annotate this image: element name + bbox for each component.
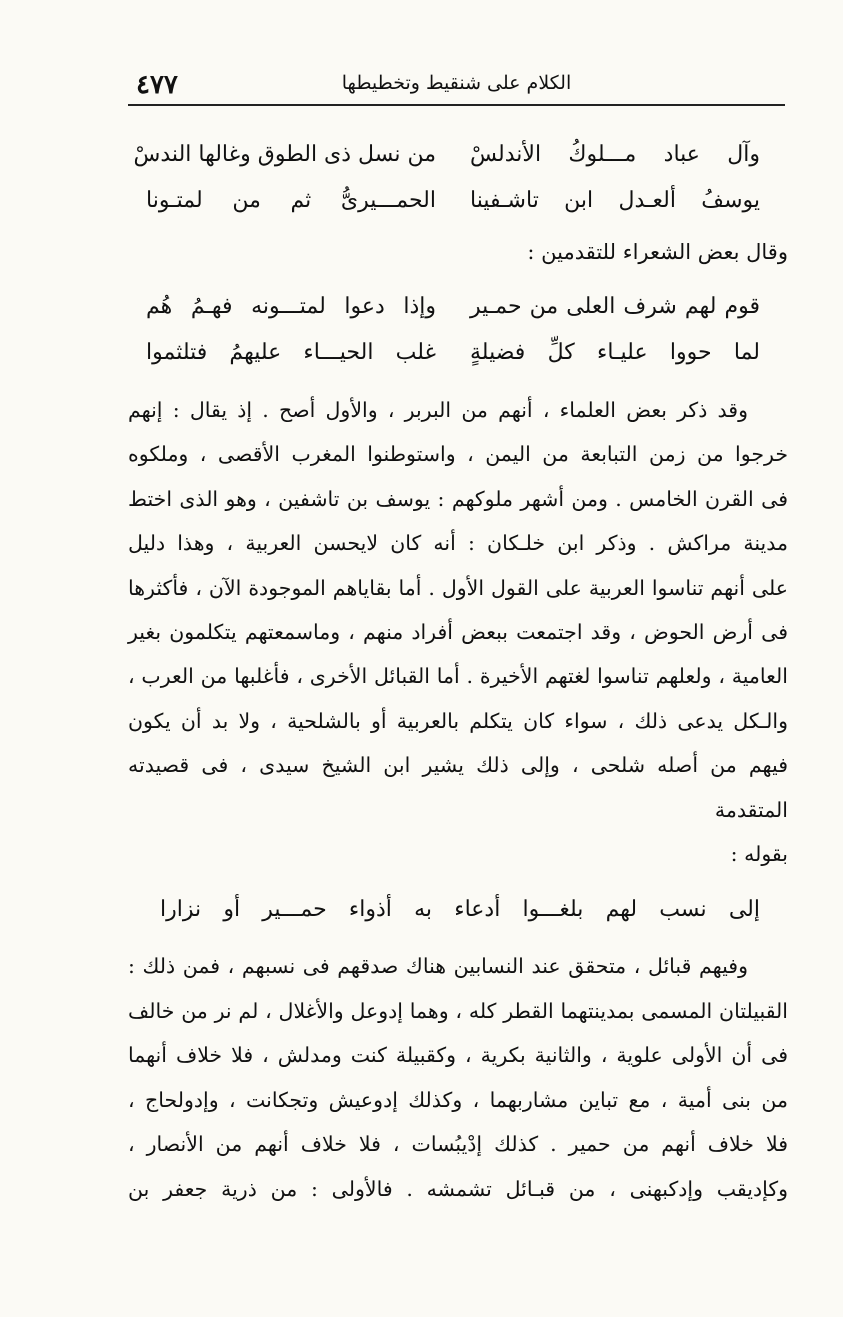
text-line: العامية ، ولعلهم تناسوا لغتهم الأخيرة . أما القبائل الأخرى ، فأغلبها من العرب ، (128, 664, 788, 689)
verse-hemistich-first: وآل عباد مـــلوكُ الأندلسْ (470, 142, 760, 167)
paragraph-1 (128, 388, 788, 876)
verse-hemistich-second: به أذواء حمـــير أو نزارا (160, 897, 433, 923)
verse-hemistich-first: يوسفُ ألعـدل ابن تاشـفينا (470, 188, 760, 213)
verse-line (128, 330, 788, 376)
poem-block-2 (128, 284, 788, 376)
verse-line (128, 178, 788, 224)
text-line: القبيلتان المسمى بمدينتهما القطر كله ، وهما إدوعل والأغلال ، لم نر من خالف (128, 998, 788, 1023)
text-line: وكإديقب وإدكبهنى ، من قبـائل تشمشه . فالأولى : من ذرية جعفر بن (128, 1176, 788, 1201)
verse-hemistich-first: لما حووا عليـاء كلِّ فضيلةٍ (470, 340, 760, 365)
verse-hemistich-second: وإذا دعوا لمتـــونه فهـمُ هُم (146, 294, 436, 319)
text-line: خرجوا من زمن التبابعة من اليمن ، واستوطنوا المغرب الأقصى ، وملكوه (128, 442, 788, 467)
text-line: وفيهم قبائل ، متحقق عند النسابين هناك صدقهم فى نسبهم ، فمن ذلك : (128, 954, 748, 979)
page-number: ٤٧٧ (136, 70, 178, 100)
text-line: مدينة مراكش . وذكر ابن خلـكان : أنه كان لايحسن العربية ، وهذا دليل (128, 531, 788, 556)
text-line: وقد ذكر بعض العلماء ، أنهم من البربر ، والأول أصح . إذ يقال : إنهم (128, 398, 748, 422)
verse-introduction: وقال بعض الشعراء للتقدمين : (527, 240, 788, 264)
page-header (128, 70, 785, 106)
verse-hemistich-second: من نسل ذى الطوق وغالها الندسْ (133, 142, 436, 167)
running-title: الكلام على شنقيط وتخطيطها (341, 72, 572, 94)
text-line: فى أن الأولى علوية ، والثانية بكرية ، وكقبيلة كنت ومدلش ، فلا خلاف أنهما (128, 1043, 788, 1068)
text-line: بقوله : (730, 842, 788, 867)
paragraph-2 (128, 944, 788, 1210)
text-line: والـكل يدعى ذلك ، سواء كان يتكلم بالعربية أو بالشلحية ، ولا بد أن يكون (128, 708, 788, 733)
text-line: فى أرض الحوض ، وقد اجتمعت ببعض أفراد منهم ، وماسمعتهم يتكلمون بغير (128, 620, 788, 645)
verse-line (128, 132, 788, 178)
verse-hemistich-first: إلى نسب لهم بلغـــوا أدعاء (454, 897, 760, 923)
text-line: فى القرن الخامس . ومن أشهر ملوكهم : يوسف بن تاشفين ، وهو الذى اختط (128, 486, 788, 511)
verse-line (128, 284, 788, 330)
text-line: من بنى أمية ، مع تباين مشاربهما ، وكذلك إدوعيش وتجكانت ، وإدولحاج ، (128, 1087, 788, 1112)
text-line: على أنهم تناسوا العربية على القول الأول . أما بقاياهم الموجودة الآن ، فأكثرها (128, 575, 788, 600)
verse-hemistich-second: غلب الحيـــاء عليهمُ فتلثموا (146, 340, 436, 365)
page-content (128, 132, 788, 1211)
verse-hemistich-first: قوم لهم شرف العلى من حمـير (470, 294, 760, 319)
text-line: فيهم من أصله شلحى ، وإلى ذلك يشير ابن الشيخ سيدى ، فى قصيدته المتقدمة (128, 753, 788, 822)
poem-block-1 (128, 132, 788, 224)
verse-hemistich-second: الحمـــيرىُّ ثم من لمتـونا (146, 188, 436, 213)
text-line: فلا خلاف أنهم من حمير . كذلك إدْيبُسات ، فلا خلاف أنهم من الأنصار ، (128, 1132, 788, 1157)
single-verse-line (160, 884, 788, 936)
